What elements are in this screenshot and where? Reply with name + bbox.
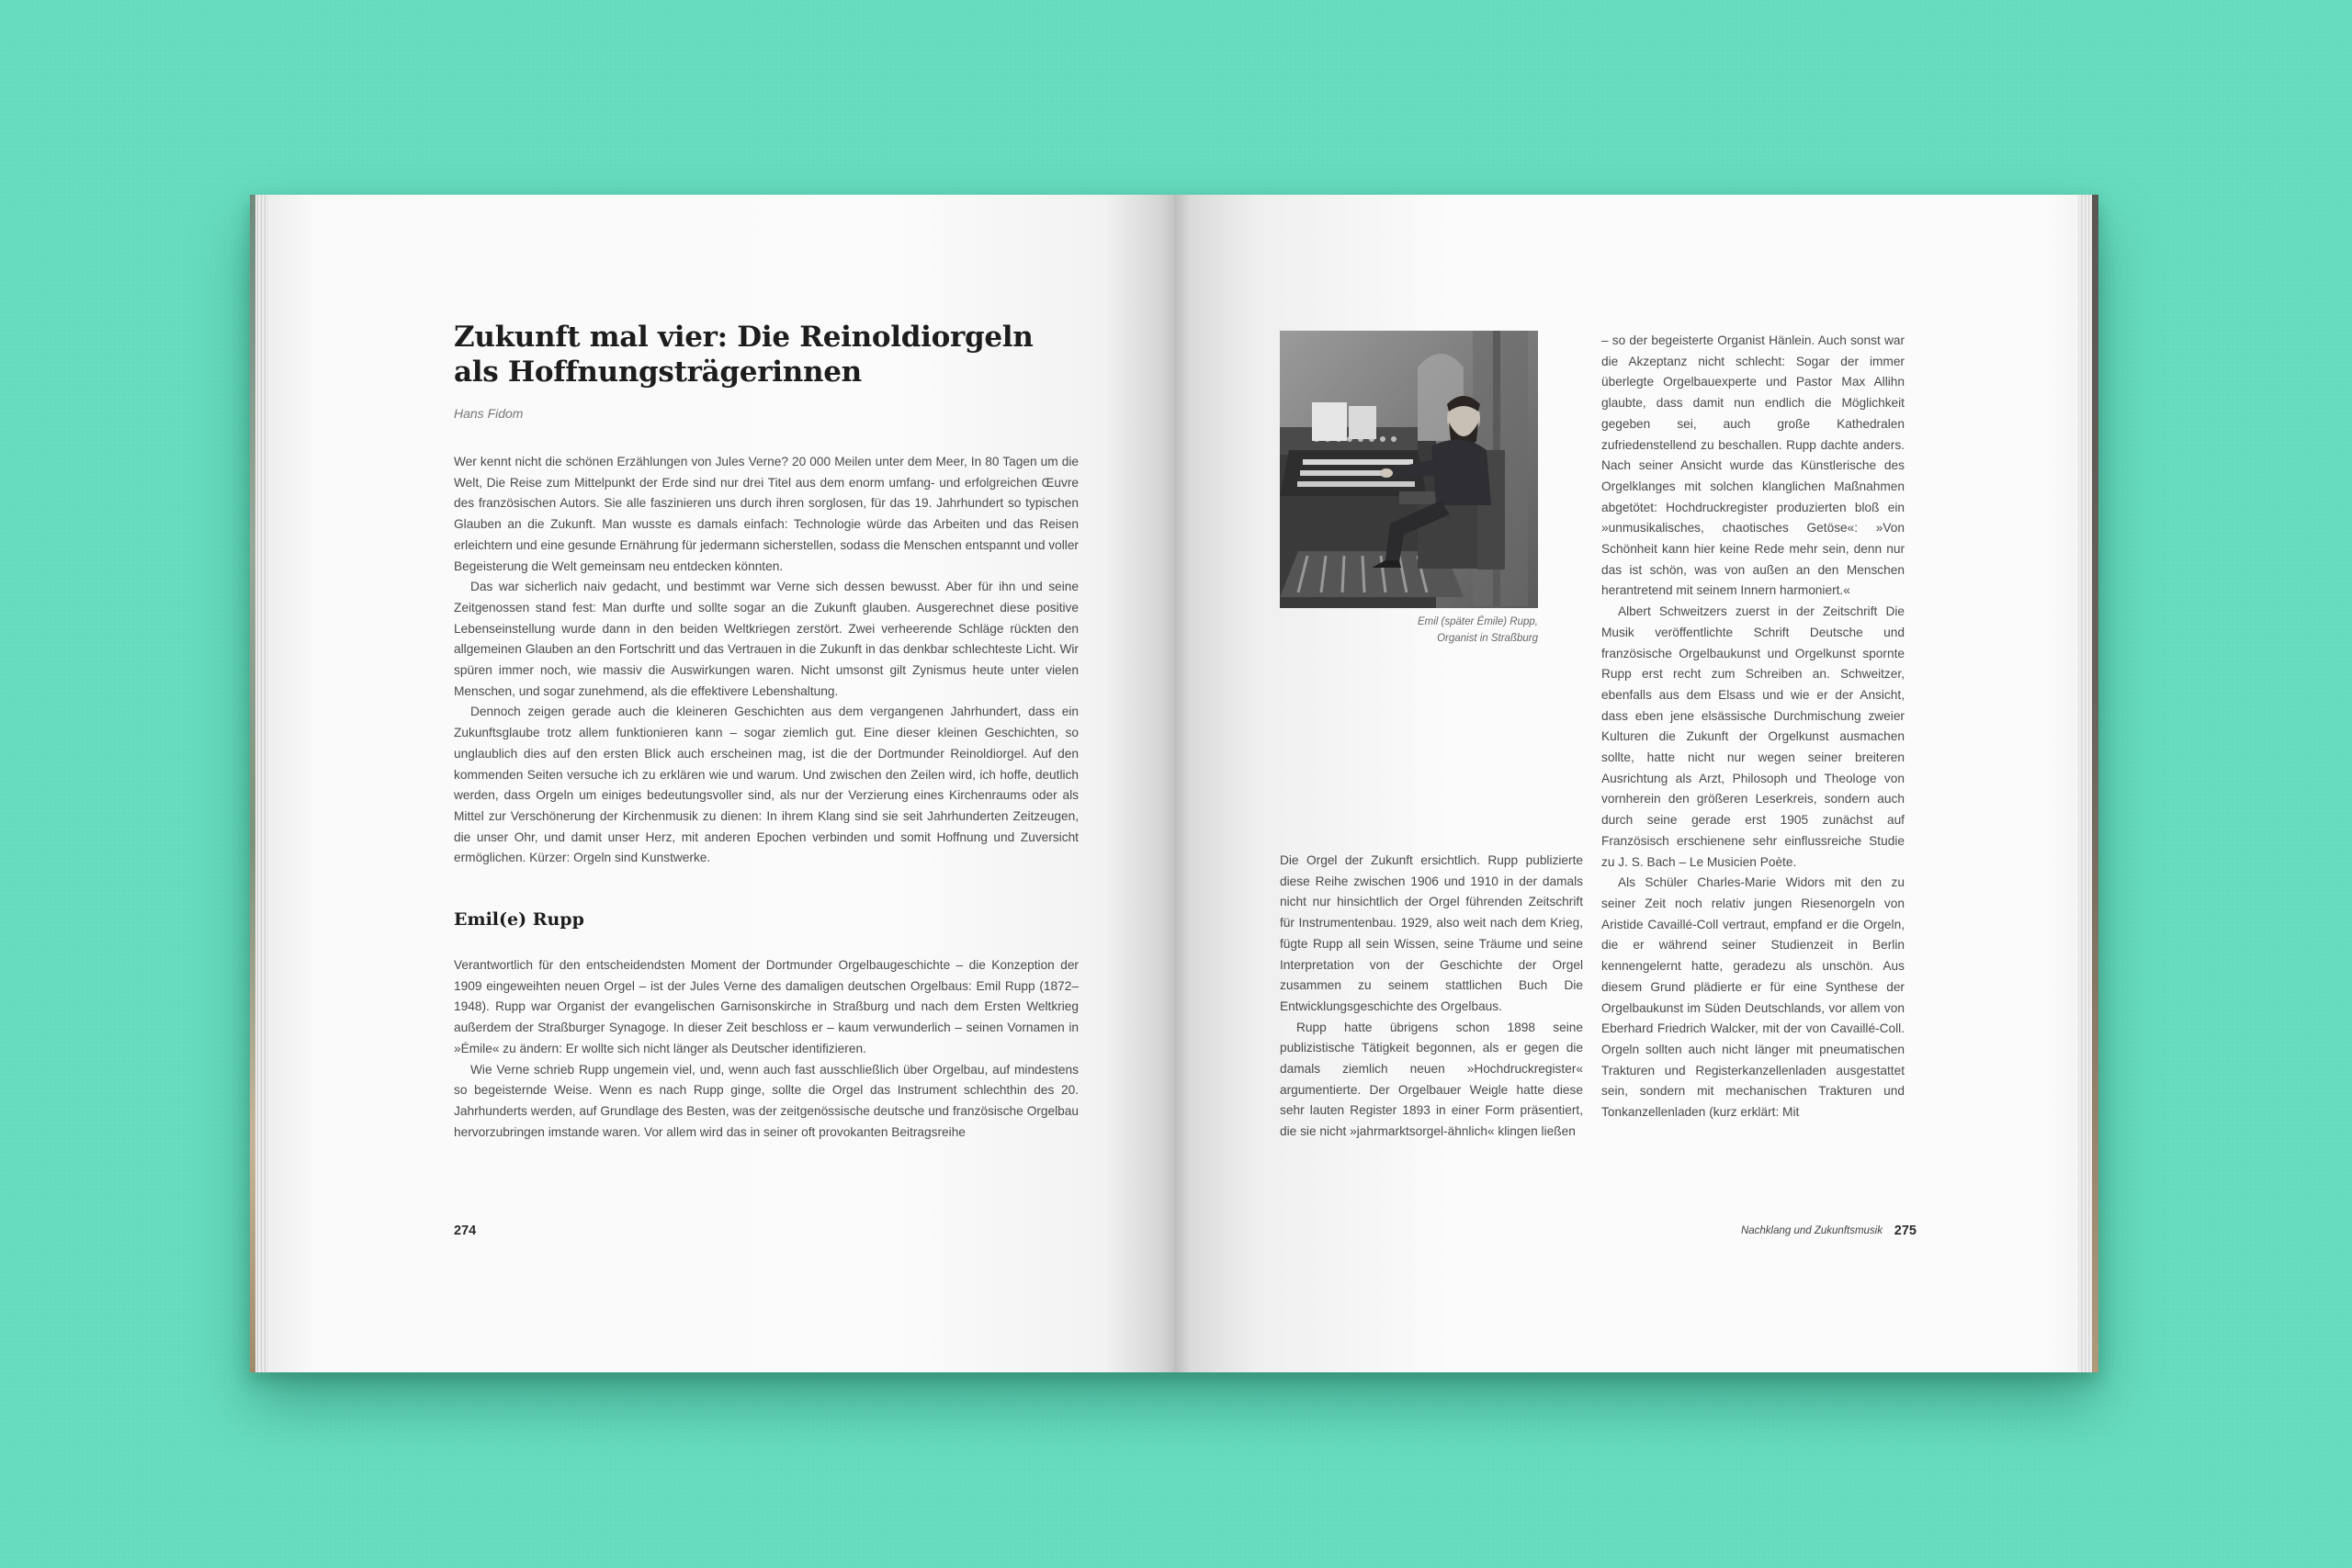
organist-photo: [1280, 331, 1538, 608]
photo-caption: [1280, 614, 1538, 647]
text-column-left: [1280, 851, 1583, 1143]
chapter-title-line: Zukunft mal vier: Die Reinoldiorgeln: [454, 321, 1034, 354]
section-text-column: [454, 955, 1079, 1143]
paragraph: Wer kennt nicht die schönen Erzählungen von Jules Verne? 20 000 Meilen unter dem Meer, In 80 Tagen um die Welt, Die Reise zum Mittelpunkt der Erde sind nur drei Titel aus dem enorm umfang- und erfolgreichen Œuvre des französischen Autors. Sie alle faszinieren uns durch ihren sorglosen, für das 19. Jahrhundert so typischen Glauben an die Zukunft. Man wusste es damals einfach: Technologie würde das Arbeiten und das Reisen erleichtern und eine gesunde Ernährung für jedermann sicherstellen, sodass die Menschen entspannt und voller Begeisterung die Welt gemeinsam neu entdecken könnten.: [454, 455, 1079, 573]
left-cover-edge: [250, 195, 255, 1372]
paragraph: Rupp hatte übrigens schon 1898 seine publizistische Tätigkeit begonnen, als er gegen die damals ziemlich neuen »Hochdruckregister« argumentierte. Der Orgelbauer Weigle hatte diese sehr lauten Register 1893 in einer Form präsentiert, die sie nicht »jahrmarktsorgel-ähnlich« klingen ließen: [1280, 1020, 1583, 1139]
page-number-left: 274: [454, 1224, 477, 1238]
text-column-right: [1601, 331, 1905, 1123]
caption-line: Organist in Straßburg: [1437, 633, 1538, 644]
chapter-title: [454, 320, 1079, 389]
paragraph: Albert Schweitzers zuerst in der Zeitschrift Die Musik veröffentlichte Schrift Deutsche und französische Orgelbaukunst und Orgelkunst spornte Rupp erst recht zum Schreiben an. Schweitzer, ebenfalls aus dem Elsass und wie er der Ansicht, dass eben jene elsässische Durchmischung zweier Kulturen die Zukunft der Orgelkunst ausmachen sollte, hatte nicht nur wegen seiner breiteren Ausrichtung als Arzt, Philosoph und Theologe von vornherein den größeren Leserkreis, sondern auch durch seine gerade erst 1905 zunächst auf Französisch erschienene sehr einflussreiche Studie zu J. S. Bach – Le Musicien Poète.: [1601, 604, 1905, 869]
right-page: [1174, 195, 2098, 1372]
caption-line: Emil (später Émile) Rupp,: [1417, 616, 1538, 627]
paragraph: Verantwortlich für den entscheidendsten Moment der Dortmunder Orgelbaugeschichte – die Konzeption der 1909 eingeweihten neuen Orgel – ist der Jules Verne des damaligen deutschen Orgelbaus: Emil Rupp (1872–1948). Rupp war Organist der evangelischen Garnisonskirche in Straßburg und nach dem Ersten Weltkrieg außerdem der Straßburger Synagoge. In dieser Zeit beschloss er – kaum verwunderlich – seinen Vornamen in »Émile« zu ändern: Er wollte sich nicht länger als Deutscher identifizieren.: [454, 958, 1079, 1055]
author-name: Hans Fidom: [454, 406, 524, 421]
organist-photo-illustration: [1280, 331, 1538, 608]
page-number-right: 275: [1894, 1224, 1917, 1238]
paragraph: Dennoch zeigen gerade auch die kleineren Geschichten aus dem vergangenen Jahrhundert, dass ein Zukunftsglaube trotz allem funktionieren kann – sogar ziemlich gut. Eine dieser kleinen Geschichten, so unglaublich dies auf den ersten Blick auch erscheinen mag, ist die der Dortmunder Reinoldiorgel. Auf den kommenden Seiten versuche ich zu erklären wie und warum. Und zwischen den Zeilen wird, ich hoffe, deutlich werden, dass Orgeln um einiges bedeutungsvoller sind, als nur der Verzierung eines Kirchenraums oder als Mittel zur Verschönerung der Kirchenmusik zu dienen: In ihrem Klang sind sie seit Jahrhunderten Zeitzeugen, die unser Ohr, und damit unser Herz, mit anderen Epochen verbinden und somit Hoffnung und Zuversicht ermöglichen. Kürzer: Orgeln sind Kunstwerke.: [454, 705, 1079, 865]
right-cover-edge: [2092, 195, 2098, 1372]
section-heading: Emil(e) Rupp: [454, 909, 584, 930]
left-page: [250, 195, 1174, 1372]
chapter-title-line: als Hoffnungsträgerinnen: [454, 355, 862, 389]
running-footer: Nachklang und Zukunftsmusik: [1740, 1225, 1883, 1236]
paragraph: Die Orgel der Zukunft ersichtlich. Rupp publizierte diese Reihe zwischen 1906 und 1910 in der damals nicht nur hinsichtlich der Orgel führenden Zeitschrift für Instrumentenbau. 1929, also weit nach dem Krieg, fügte Rupp all sein Wissen, seine Träume und seine Interpretation von der Geschichte der Orgel zusammen zu seinem stattlichen Buch Die Entwicklungsgeschichte des Orgelbaus.: [1280, 853, 1583, 1013]
intro-text-column: [454, 452, 1079, 869]
paragraph: Das war sicherlich naiv gedacht, und bestimmt war Verne sich dessen bewusst. Aber für ihn und seine Zeitgenossen stand fest: Man durfte und sollte sogar an die Zukunft glauben. Ausgerechnet diese positive Lebenseinstellung wurde dann in den beiden Weltkriegen zerstört. Zwei verheerende Schläge rückten den allgemeinen Glauben an den Fortschritt und das Vertrauen in die Zukunft in das denkbar schlechteste Licht. Wir spüren immer noch, wie massiv die Auswirkungen waren. Nicht umsonst gilt Zynismus heute unter vielen Menschen, und sogar zunehmend, als die effektivere Lebenshaltung.: [454, 580, 1079, 698]
paragraph: – so der begeisterte Organist Hänlein. Auch sonst war die Akzeptanz nicht schlecht: Sogar der immer überlegte Orgelbauexperte und Pastor Max Allihn glaubte, dass damit nun endlich die Möglichkeit gegeben sei, auch große Kathedralen zufriedenstellend zu beschallen. Rupp dachte anders. Nach seiner Ansicht wurde das Künstlerische des Orgelklanges mit solchen klanglichen Maßnahmen abgetötet: Hochdruckregister produzierten bloß ein »unmusikalisches, chaotisches Getöse«: »Von Schönheit kann hier keine Rede mehr sein, denn nur das ist schön, was von außen an den Menschen herantretend mit seinem Innern harmoniert.«: [1601, 333, 1905, 598]
paragraph: Als Schüler Charles-Marie Widors mit den zu seiner Zeit noch relativ jungen Riesenorgeln von Aristide Cavaillé-Coll vertraut, empfand er die Orgeln, die er während seiner Studienzeit in Berlin kennengelernt hatte, geradezu als unschön. Aus diesem Grund plädierte er für eine Synthese der Orgelbaukunst im Süden Deutschlands, vor allem von Eberhard Friedrich Walcker, mit der von Cavaillé-Coll. Orgeln sollten auch nicht länger mit pneumatischen Trakturen und Registerkanzellenladen ausgestattet sein, sondern mit mechanischen Trakturen und Tonkanzellenladen (kurz erklärt: Mit: [1601, 875, 1905, 1120]
paragraph: Wie Verne schrieb Rupp ungemein viel, und, wenn auch fast ausschließlich über Orgelbau, auf mindestens so begeisternde Weise. Wenn es nach Rupp ginge, sollte die Orgel das Instrument schlechthin des 20. Jahrhunderts werden, auf Grundlage des Besten, was der zeitgenössische deutsche und französische Orgelbau hervorzubringen imstande waren. Vor allem wird das in seiner oft provokanten Beitragsreihe: [454, 1062, 1079, 1139]
open-book: [250, 195, 2098, 1372]
